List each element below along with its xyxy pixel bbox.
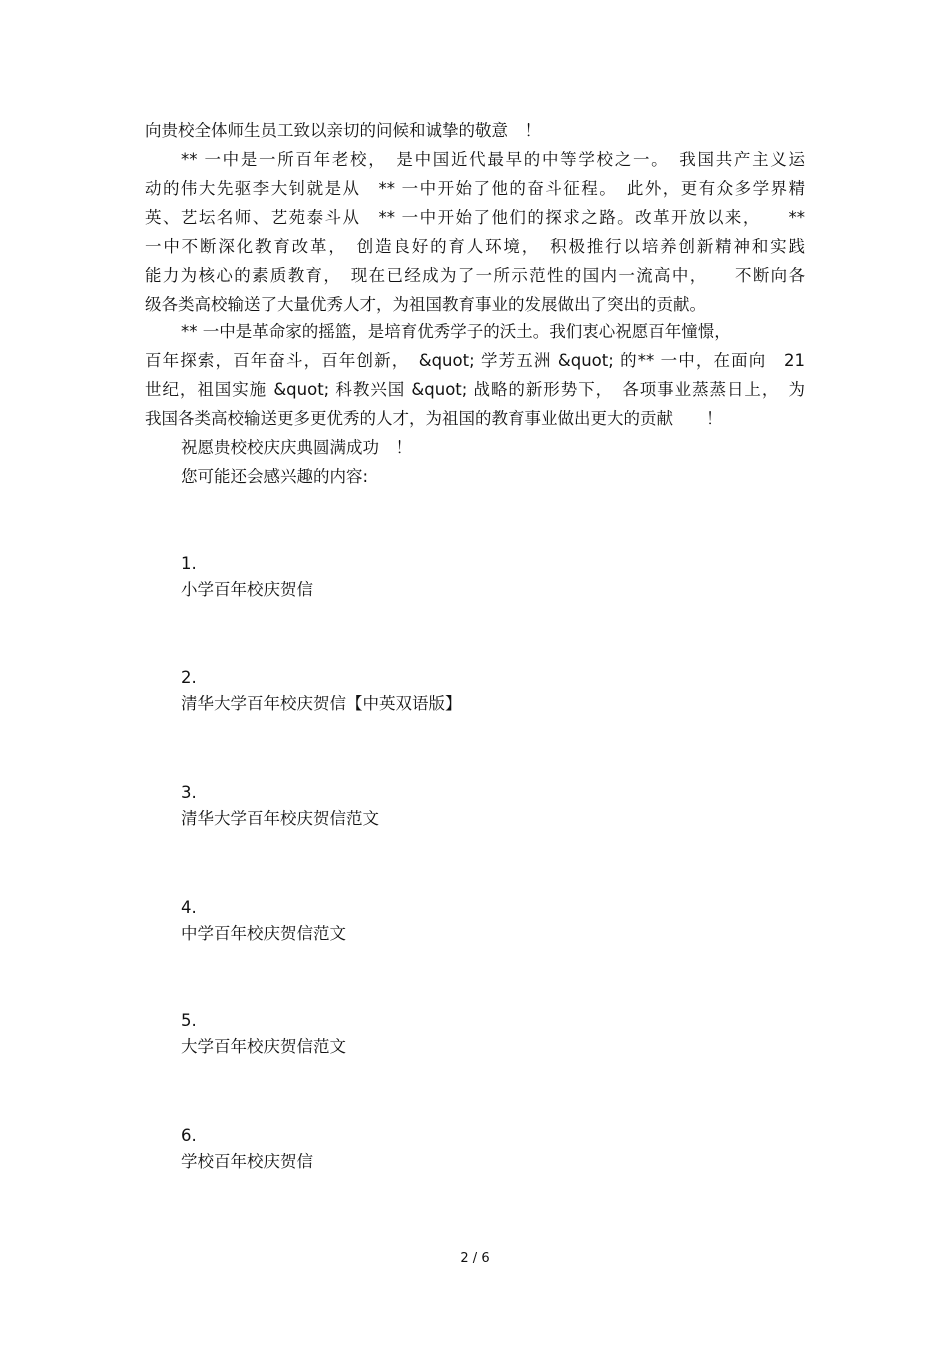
text-line: 我国各类高校输送更多更优秀的人才，为祖国的教育事业做出更大的贡献 ！ <box>145 409 723 428</box>
text-line: ** 一中是一所百年老校， 是中国近代最早的中等学校之一。 我国共产主义运 <box>181 150 805 169</box>
related-item-number: 1. <box>181 554 197 573</box>
text-line: 级各类高校输送了大量优秀人才，为祖国教育事业的发展做出了突出的贡献。 <box>145 295 706 314</box>
related-item-number: 5. <box>181 1011 197 1030</box>
text-line: 百年探索，百年奋斗，百年创新， &quot; 学芳五洲 &quot; 的** 一中，在面向 21 <box>145 351 805 370</box>
text-line: 动的伟大先驱李大钊就是从 ** 一中开始了他的奋斗征程。 此外，更有众多学界精 <box>145 179 805 198</box>
related-item-link[interactable]: 大学百年校庆贺信范文 <box>181 1037 346 1056</box>
related-item-number: 3. <box>181 783 197 802</box>
related-item-number: 4. <box>181 898 197 917</box>
text-line: 祝愿贵校校庆庆典圆满成功 ！ <box>181 438 412 457</box>
text-line: 世纪，祖国实施 &quot; 科教兴国 &quot; 战略的新形势下， 各项事业蒸蒸日上， 为 <box>145 380 805 399</box>
related-item-link[interactable]: 中学百年校庆贺信范文 <box>181 924 346 943</box>
related-item-number: 6. <box>181 1126 197 1145</box>
text-line: 能力为核心的素质教育， 现在已经成为了一所示范性的国内一流高中， 不断向各 <box>145 266 805 285</box>
related-item-link[interactable]: 学校百年校庆贺信 <box>181 1152 313 1171</box>
page-number: 2 / 6 <box>460 1251 490 1266</box>
text-line: 英、艺坛名师、艺苑泰斗从 ** 一中开始了他们的探求之路。改革开放以来， ** <box>145 208 805 227</box>
text-line: ** 一中是革命家的摇篮，是培育优秀学子的沃土。我们衷心祝愿百年憧憬， <box>181 322 731 341</box>
text-line: 一中不断深化教育改革， 创造良好的育人环境， 积极推行以培养创新精神和实践 <box>145 237 805 256</box>
text-line: 向贵校全体师生员工致以亲切的问候和诚挚的敬意 ！ <box>145 121 541 140</box>
related-item-link[interactable]: 清华大学百年校庆贺信【中英双语版】 <box>181 694 462 713</box>
related-item-number: 2. <box>181 668 197 687</box>
related-item-link[interactable]: 小学百年校庆贺信 <box>181 580 313 599</box>
related-item-link[interactable]: 清华大学百年校庆贺信范文 <box>181 809 379 828</box>
text-line: 您可能还会感兴趣的内容: <box>181 467 369 486</box>
